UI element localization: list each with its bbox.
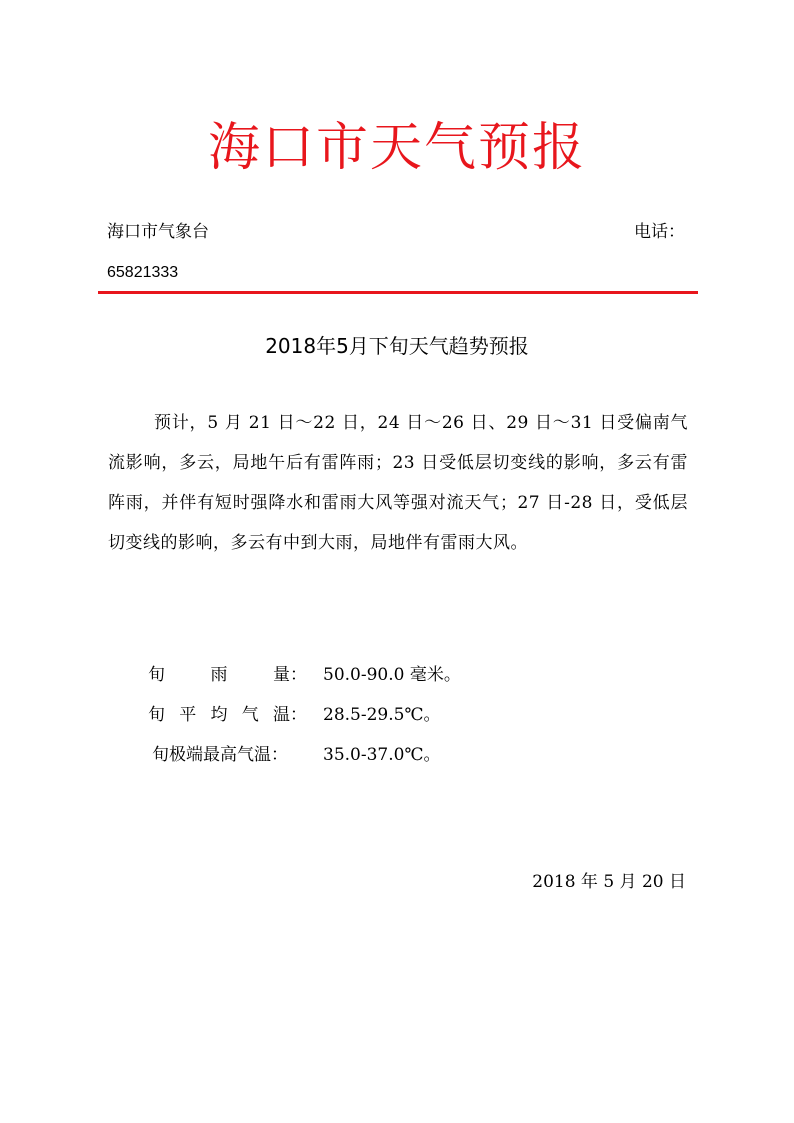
- forecast-paragraph: 预计，5 月 21 日～22 日，24 日～26 日、29 日～31 日受偏南气流影响，多云，局地午后有雷阵雨；23 日受低层切变线的影响，多云有雷阵雨，并伴有短时强降水和雷雨大风等强对流天气；27 日-28 日，受低层切变线的影响，多云有中到大雨，局地伴有雷雨大风。: [108, 413, 688, 553]
- report-subtitle: 2018年5月下旬天气趋势预报: [265, 334, 529, 358]
- phone-label: 电话：: [634, 222, 685, 242]
- stat-value: 35.0-37.0℃。: [323, 745, 441, 765]
- stat-label: [148, 735, 323, 775]
- stat-label: [148, 655, 323, 695]
- stat-label-char: 均: [210, 705, 228, 725]
- stat-label: [148, 695, 323, 735]
- stat-label-char: 温：: [273, 705, 307, 725]
- stat-value: 50.0-90.0 毫米。: [323, 665, 461, 685]
- stat-value: 28.5-29.5℃。: [323, 705, 441, 725]
- stat-rainfall: [148, 655, 461, 695]
- header-divider: [98, 291, 698, 294]
- organization-name: 海口市气象台: [107, 222, 209, 242]
- phone-number: 65821333: [107, 264, 179, 281]
- stat-label-char: 平: [179, 705, 197, 725]
- stat-label-char: 旬: [148, 705, 165, 725]
- stat-label-char: 气: [241, 705, 259, 725]
- stat-average-temperature: [148, 695, 461, 735]
- stat-label-char: 旬: [148, 665, 165, 685]
- stats-list: [148, 655, 461, 775]
- document-title: 海口市天气预报: [207, 118, 586, 178]
- header-info-line: [107, 219, 697, 245]
- stat-max-temperature: [148, 735, 461, 775]
- stat-label-char: 旬极端最高气温：: [152, 745, 288, 765]
- document-date: 2018 年 5 月 20 日: [532, 872, 686, 892]
- stat-label-char: 量：: [273, 665, 307, 685]
- stat-label-char: 雨: [210, 665, 228, 685]
